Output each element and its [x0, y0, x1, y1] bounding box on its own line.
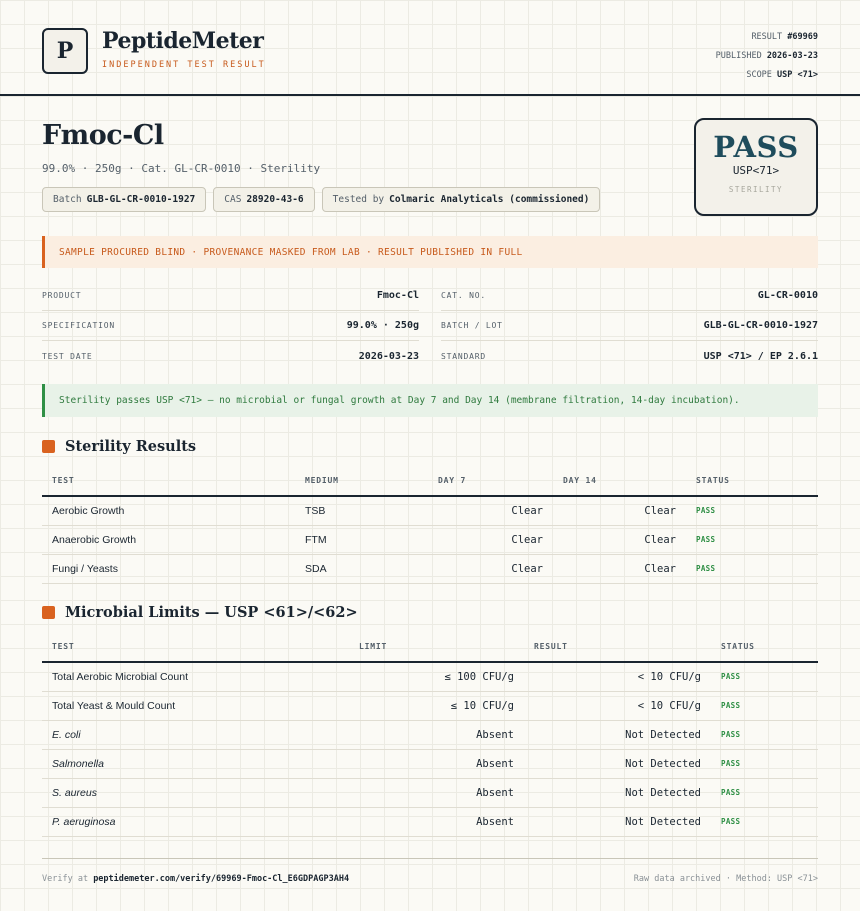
brand-logo	[42, 28, 88, 74]
status-badge: PASS	[711, 807, 818, 836]
table-row: E. coli Absent Not Detected PASS	[42, 720, 818, 749]
stamp-scope: USP<71>	[732, 164, 780, 177]
status-badge: PASS	[686, 525, 818, 554]
footer-method: Raw data archived · Method: USP <71>	[633, 874, 818, 884]
meta-published: PUBLISHED 2026-03-23	[715, 51, 818, 61]
info-grid-right	[441, 281, 818, 371]
table-row: Total Yeast & Mould Count ≤ 10 CFU/g < 10 CFU/g PASS	[42, 691, 818, 720]
brand-subtitle: INDEPENDENT TEST RESULT	[102, 60, 266, 70]
status-badge: PASS	[711, 720, 818, 749]
info-row: CAT. NO. GL-CR-0010	[441, 281, 818, 311]
info-row: STANDARD USP <71> / EP 2.6.1	[441, 350, 818, 362]
table-row: P. aeruginosa Absent Not Detected PASS	[42, 807, 818, 836]
report-meta	[716, 28, 818, 85]
stamp-kind: STERILITY	[728, 185, 784, 194]
pass-stamp	[694, 118, 818, 216]
logo-letter: P	[56, 38, 74, 64]
table-row: Salmonella Absent Not Detected PASS	[42, 749, 818, 778]
status-badge: PASS	[711, 691, 818, 720]
report-header	[0, 0, 860, 96]
product-subtitle: 99.0% · 250g · Cat. GL-CR-0010 · Sterility	[42, 162, 321, 175]
brand-name: PeptideMeter	[102, 28, 264, 54]
sterility-table	[42, 466, 818, 584]
footer-divider	[42, 858, 818, 859]
section-marker-icon	[42, 440, 55, 453]
product-chips	[42, 187, 600, 212]
microbial-limits-table	[42, 632, 818, 837]
status-badge: PASS	[711, 778, 818, 807]
tested-by-chip: Tested by Colmaric Analyticals (commissioned)	[322, 187, 601, 212]
cas-chip: CAS 28920-43-6	[213, 187, 314, 212]
info-grid-left	[42, 281, 419, 371]
table-header-row: TEST LIMIT RESULT STATUS	[42, 632, 818, 662]
sterility-summary-note: Sterility passes USP <71> — no microbial or fungal growth at Day 7 and Day 14 (membrane filtration, 14-day incubation).	[42, 384, 818, 417]
status-badge: PASS	[686, 496, 818, 525]
section-marker-icon	[42, 606, 55, 619]
verify-footer: Verify at peptidemeter.com/verify/69969-Fmoc-Cl_E6GDPAGP3AH4	[42, 874, 350, 884]
info-row: SPECIFICATION 99.0% · 250g	[42, 311, 419, 341]
table-header-row: TEST MEDIUM DAY 7 DAY 14 STATUS	[42, 466, 818, 496]
product-title: Fmoc-Cl	[42, 120, 164, 151]
status-badge: PASS	[711, 749, 818, 778]
blind-procurement-banner: SAMPLE PROCURED BLIND · PROVENANCE MASKED FROM LAB · RESULT PUBLISHED IN FULL	[42, 236, 818, 268]
status-badge: PASS	[711, 662, 818, 691]
status-badge: PASS	[686, 554, 818, 583]
table-row: S. aureus Absent Not Detected PASS	[42, 778, 818, 807]
stamp-verdict: PASS	[713, 130, 799, 164]
sterility-section-title: Sterility Results	[42, 438, 196, 455]
batch-chip: Batch GLB-GL-CR-0010-1927	[42, 187, 206, 212]
info-row: BATCH / LOT GLB-GL-CR-0010-1927	[441, 311, 818, 341]
info-row: TEST DATE 2026-03-23	[42, 350, 419, 362]
microbial-section-title: Microbial Limits — USP <61>/<62>	[42, 604, 358, 621]
meta-scope: SCOPE USP <71>	[746, 70, 818, 80]
meta-result: RESULT #69969	[751, 32, 818, 42]
info-row: PRODUCT Fmoc-Cl	[42, 281, 419, 311]
verify-link[interactable]: peptidemeter.com/verify/69969-Fmoc-Cl_E6GDPAGP3AH4	[93, 874, 350, 884]
table-row: Aerobic Growth TSB Clear Clear PASS	[42, 496, 818, 525]
table-row: Anaerobic Growth FTM Clear Clear PASS	[42, 525, 818, 554]
table-row: Total Aerobic Microbial Count ≤ 100 CFU/g < 10 CFU/g PASS	[42, 662, 818, 691]
table-row: Fungi / Yeasts SDA Clear Clear PASS	[42, 554, 818, 583]
